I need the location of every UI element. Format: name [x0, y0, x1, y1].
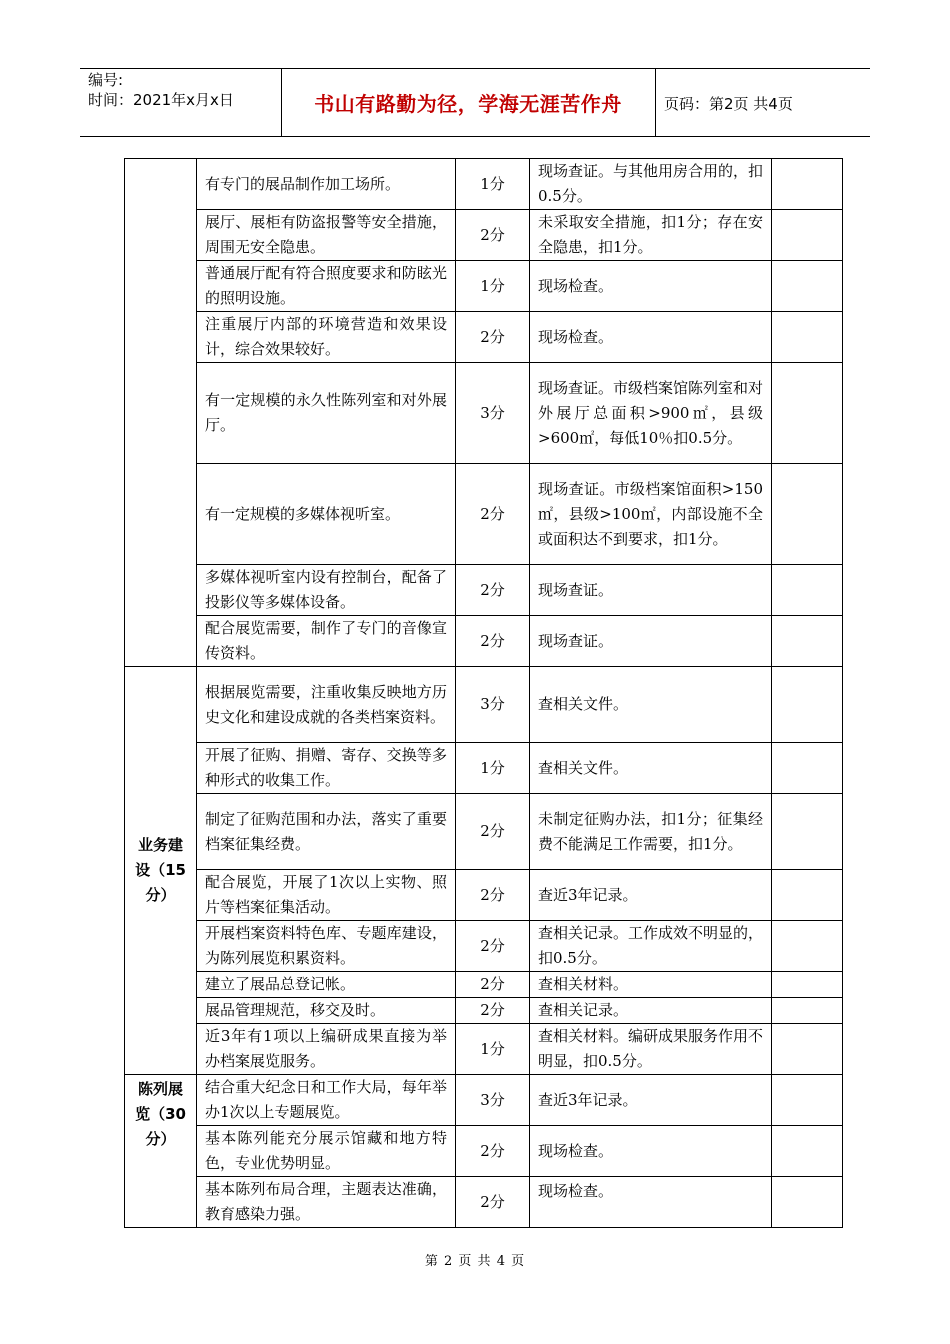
criterion-text: 有一定规模的永久性陈列室和对外展厅。 [197, 363, 456, 464]
header-bottom-rule [80, 136, 870, 137]
method-cell: 查相关记录。 [530, 998, 772, 1024]
remark-cell [772, 743, 843, 794]
criterion-text: 开展了征购、捐赠、寄存、交换等多种形式的收集工作。 [197, 743, 456, 794]
score-cell: 2分 [456, 464, 530, 565]
header-top-rule [80, 68, 870, 69]
criterion-text: 有一定规模的多媒体视听室。 [197, 464, 456, 565]
score-cell: 2分 [456, 210, 530, 261]
remark-cell [772, 261, 843, 312]
remark-cell [772, 1075, 843, 1126]
table-row [125, 261, 843, 312]
remark-cell [772, 972, 843, 998]
criterion-text: 近3年有1项以上编研成果直接为举办档案展览服务。 [197, 1024, 456, 1075]
header-divider-right [655, 68, 656, 136]
table-row [125, 616, 843, 667]
criterion-text: 开展档案资料特色库、专题库建设，为陈列展览积累资料。 [197, 921, 456, 972]
method-cell: 查近3年记录。 [530, 1075, 772, 1126]
score-cell: 1分 [456, 261, 530, 312]
table-row [125, 210, 843, 261]
method-cell: 查相关文件。 [530, 743, 772, 794]
header-page-label: 页码：第2页 共4页 [664, 95, 793, 113]
page-footer: 第 2 页 共 4 页 [424, 1254, 526, 1269]
method-cell: 现场查证。与其他用房合用的，扣0.5分。 [530, 159, 772, 210]
table-row [125, 870, 843, 921]
criterion-text: 根据展览需要，注重收集反映地方历史文化和建设成就的各类档案资料。 [197, 667, 456, 743]
method-cell: 查相关材料。编研成果服务作用不明显，扣0.5分。 [530, 1024, 772, 1075]
table-row [125, 972, 843, 998]
table-row [125, 743, 843, 794]
header-motto: 书山有路勤为径，学海无涯苦作舟 [314, 92, 622, 116]
table-row [125, 1177, 843, 1228]
category-cell: 业务建设（15分） [125, 667, 197, 1075]
score-cell: 2分 [456, 1126, 530, 1177]
score-cell: 2分 [456, 870, 530, 921]
table-row [125, 794, 843, 870]
table-row [125, 998, 843, 1024]
score-cell: 3分 [456, 1075, 530, 1126]
criterion-text: 结合重大纪念日和工作大局，每年举办1次以上专题展览。 [197, 1075, 456, 1126]
category-cell: 陈列展览（30分） [125, 1075, 197, 1228]
criterion-text: 建立了展品总登记帐。 [197, 972, 456, 998]
method-cell: 现场查证。市级档案馆陈列室和对外展厅总面积>900㎡，县级>600㎡，每低10％扣0.5分。 [530, 363, 772, 464]
remark-cell [772, 312, 843, 363]
method-cell: 查相关记录。工作成效不明显的，扣0.5分。 [530, 921, 772, 972]
method-cell: 查相关材料。 [530, 972, 772, 998]
remark-cell [772, 616, 843, 667]
method-cell: 未采取安全措施，扣1分；存在安全隐患，扣1分。 [530, 210, 772, 261]
criterion-text: 制定了征购范围和办法，落实了重要档案征集经费。 [197, 794, 456, 870]
table-row [125, 1075, 843, 1126]
table-row [125, 464, 843, 565]
score-cell: 2分 [456, 1177, 530, 1228]
method-cell: 现场查证。 [530, 565, 772, 616]
remark-cell [772, 1126, 843, 1177]
table-row [125, 921, 843, 972]
doc-time-label: 时间：2021年x月x日 [88, 91, 234, 109]
criterion-text: 展厅、展柜有防盗报警等安全措施，周围无安全隐患。 [197, 210, 456, 261]
remark-cell [772, 998, 843, 1024]
method-cell: 现场检查。 [530, 312, 772, 363]
method-cell: 现场查证。市级档案馆面积>150㎡，县级>100㎡，内部设施不全或面积达不到要求，扣1分。 [530, 464, 772, 565]
score-cell: 2分 [456, 616, 530, 667]
score-cell: 2分 [456, 972, 530, 998]
remark-cell [772, 794, 843, 870]
remark-cell [772, 667, 843, 743]
score-cell: 2分 [456, 998, 530, 1024]
table-row [125, 1126, 843, 1177]
remark-cell [772, 159, 843, 210]
score-cell: 3分 [456, 363, 530, 464]
remark-cell [772, 565, 843, 616]
method-cell: 查相关文件。 [530, 667, 772, 743]
evaluation-table [124, 158, 843, 1228]
method-cell: 现场检查。 [530, 261, 772, 312]
score-cell: 1分 [456, 159, 530, 210]
score-cell: 1分 [456, 743, 530, 794]
criterion-text: 普通展厅配有符合照度要求和防眩光的照明设施。 [197, 261, 456, 312]
criterion-text: 基本陈列布局合理，主题表达准确，教育感染力强。 [197, 1177, 456, 1228]
method-cell: 未制定征购办法，扣1分；征集经费不能满足工作需要，扣1分。 [530, 794, 772, 870]
remark-cell [772, 210, 843, 261]
criterion-text: 有专门的展品制作加工场所。 [197, 159, 456, 210]
method-cell: 现场查证。 [530, 616, 772, 667]
method-cell: 查近3年记录。 [530, 870, 772, 921]
score-cell: 2分 [456, 312, 530, 363]
table-row [125, 159, 843, 210]
remark-cell [772, 870, 843, 921]
remark-cell [772, 921, 843, 972]
criterion-text: 注重展厅内部的环境营造和效果设计，综合效果较好。 [197, 312, 456, 363]
table-row [125, 363, 843, 464]
table-row [125, 312, 843, 363]
table-row [125, 1024, 843, 1075]
remark-cell [772, 1024, 843, 1075]
remark-cell [772, 464, 843, 565]
table-row [125, 667, 843, 743]
criterion-text: 多媒体视听室内设有控制台，配备了投影仪等多媒体设备。 [197, 565, 456, 616]
category-cell [125, 159, 197, 667]
remark-cell [772, 363, 843, 464]
score-cell: 1分 [456, 1024, 530, 1075]
score-cell: 2分 [456, 565, 530, 616]
criterion-text: 基本陈列能充分展示馆藏和地方特色，专业优势明显。 [197, 1126, 456, 1177]
score-cell: 2分 [456, 921, 530, 972]
header-meta [88, 70, 234, 110]
criterion-text: 配合展览需要，制作了专门的音像宣传资料。 [197, 616, 456, 667]
method-cell: 现场检查。 [530, 1177, 772, 1228]
criterion-text: 展品管理规范，移交及时。 [197, 998, 456, 1024]
doc-code-label: 编号: [88, 71, 124, 89]
score-cell: 2分 [456, 794, 530, 870]
table-row [125, 565, 843, 616]
criterion-text: 配合展览，开展了1次以上实物、照片等档案征集活动。 [197, 870, 456, 921]
score-cell: 3分 [456, 667, 530, 743]
remark-cell [772, 1177, 843, 1228]
method-cell: 现场检查。 [530, 1126, 772, 1177]
